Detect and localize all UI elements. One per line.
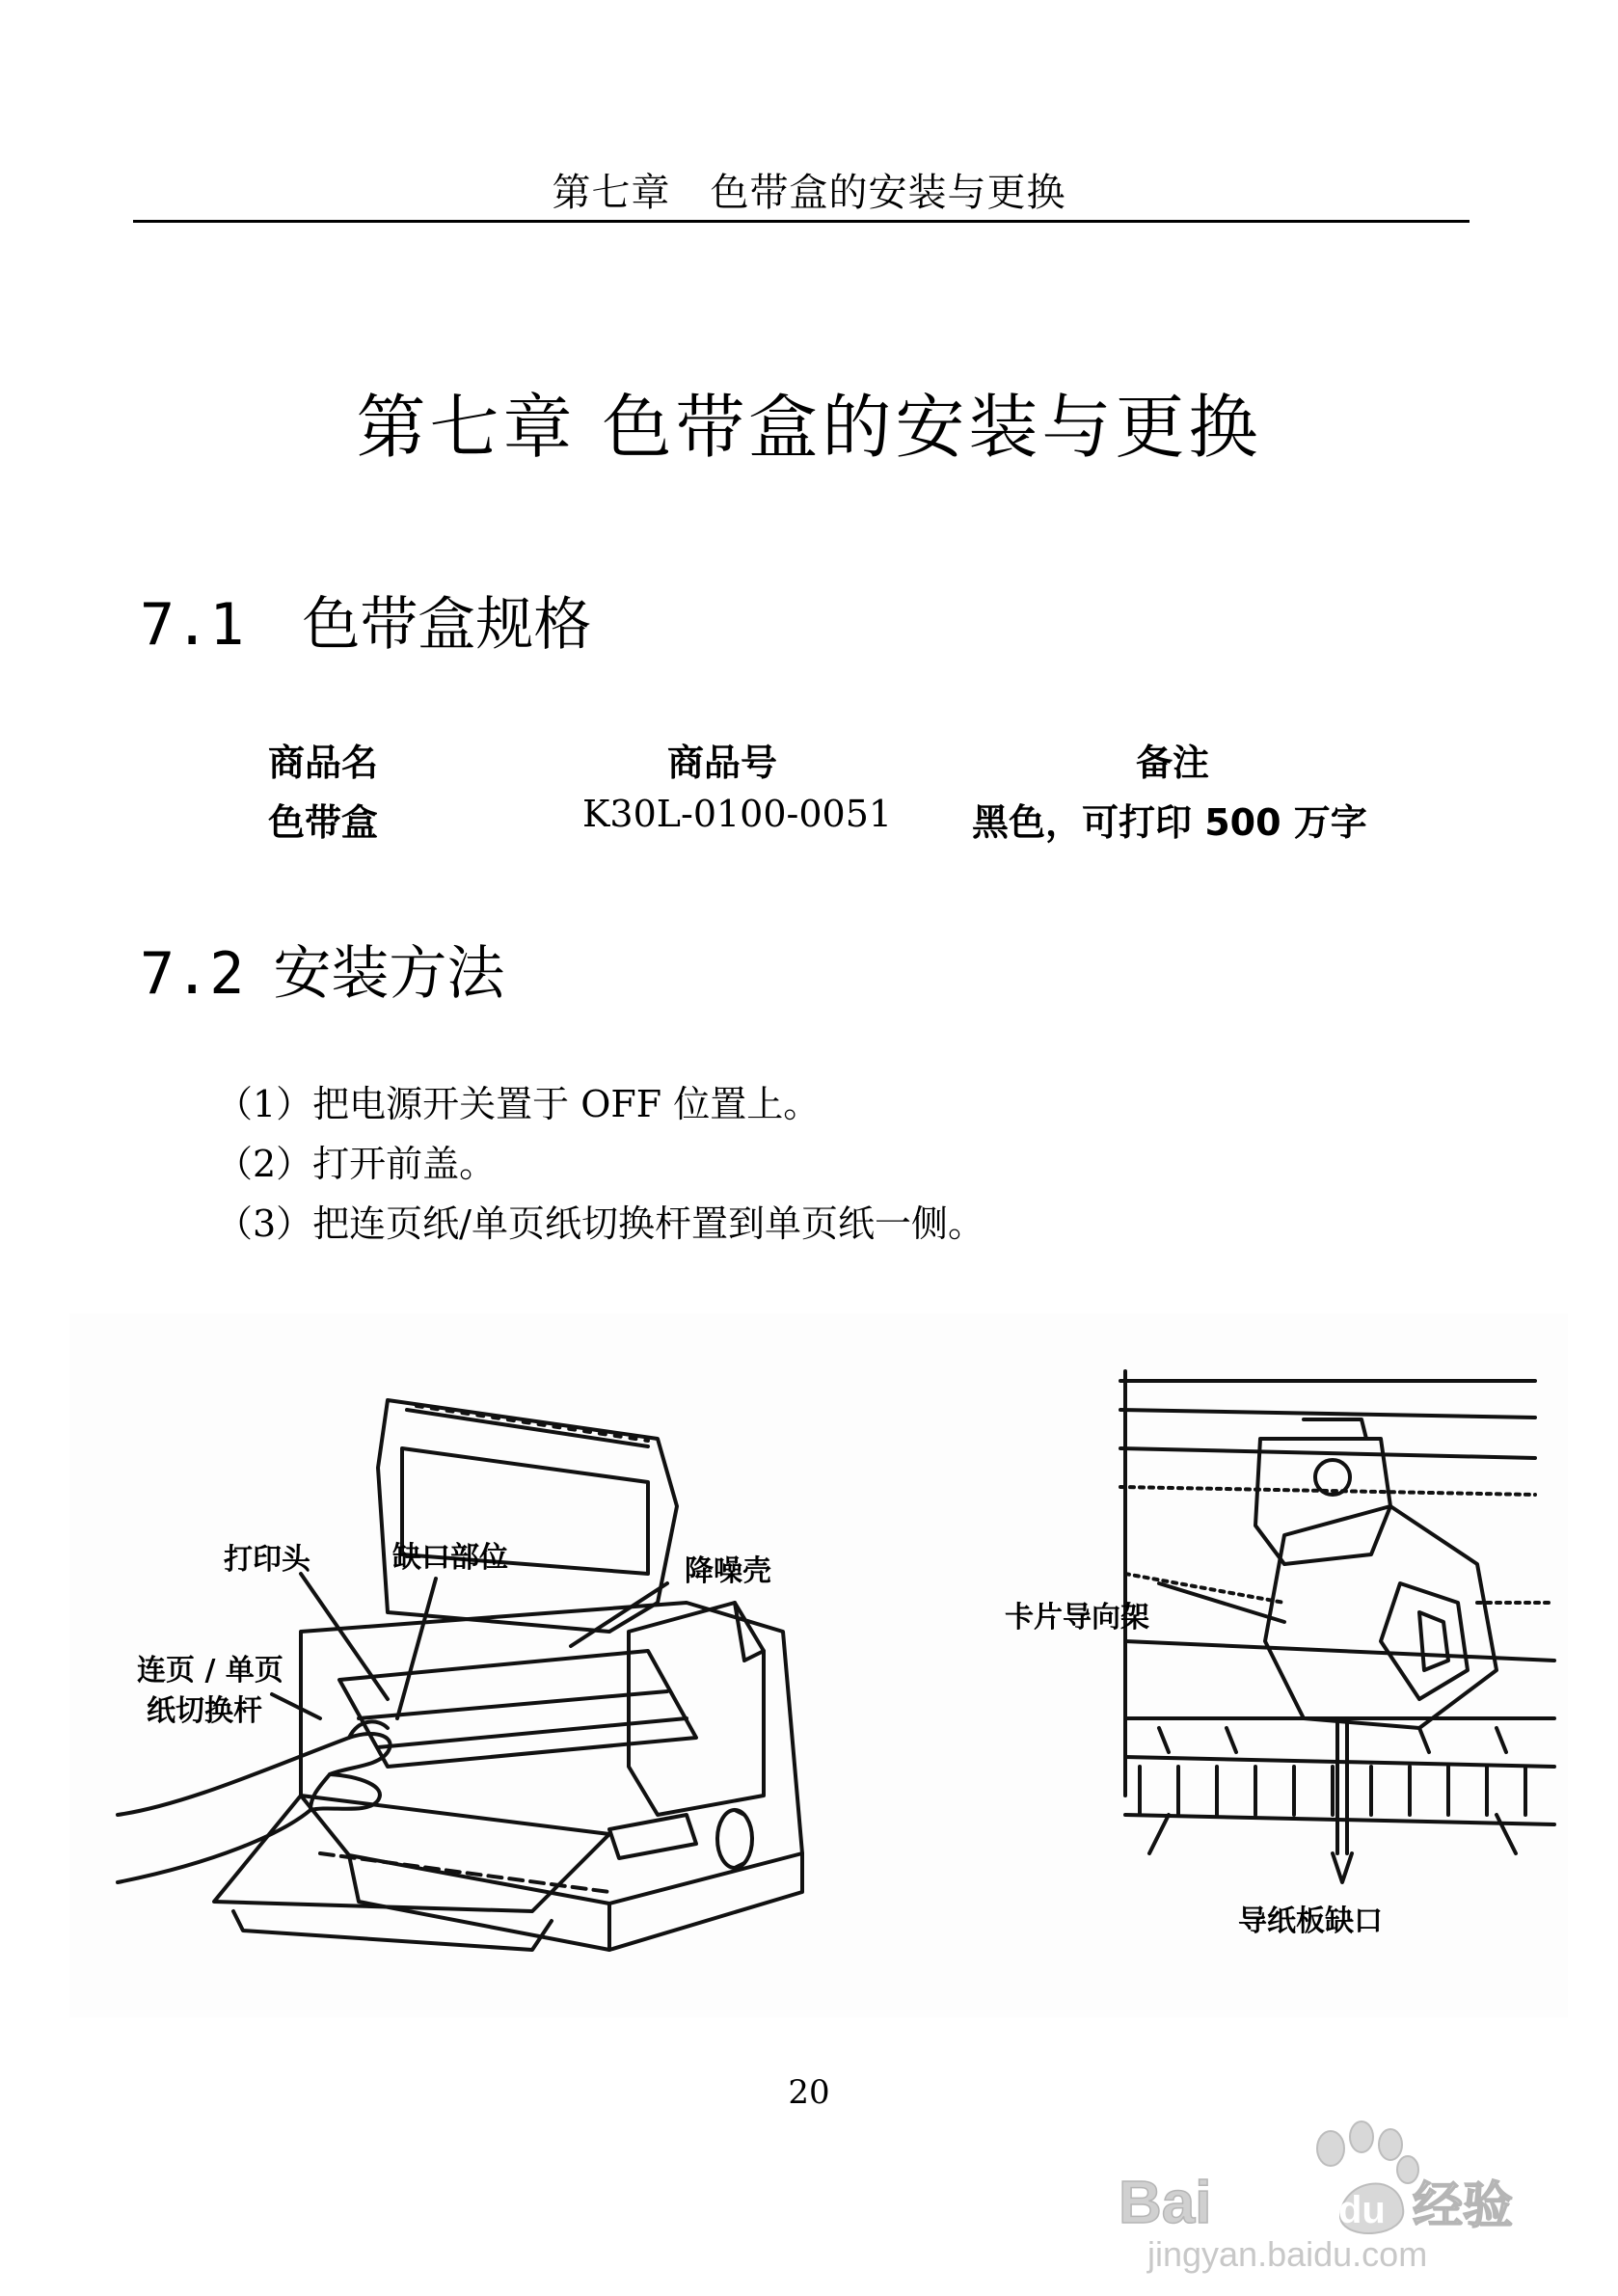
section-7-1-heading [140, 579, 591, 662]
label-notch-position: 缺口部位 [392, 1541, 508, 1575]
table-header-remarks: 备注 [1136, 742, 1210, 784]
label-noise-cover: 降噪壳 [685, 1554, 771, 1588]
watermark-brand: Bai [1119, 2170, 1212, 2236]
table-cell-product-number: K30L-0100-0051 [582, 793, 893, 835]
watermark-url: jingyan.baidu.com [1147, 2234, 1428, 2274]
step-3: （3）把连页纸/单页纸切换杆置到单页纸一侧。 [216, 1202, 984, 1245]
step-1: （1）把电源开关置于 OFF 位置上。 [216, 1083, 821, 1125]
carriage-illustration [879, 1313, 1568, 2017]
header-rule [133, 220, 1470, 223]
watermark-product: 经验 [1413, 2177, 1514, 2235]
table-header-product-name: 商品名 [268, 742, 379, 784]
chapter-title: 第七章 色带盒的安装与更换 [356, 387, 1262, 468]
figure-area [69, 1313, 1568, 2017]
baidu-paw-logo [1109, 2112, 1514, 2276]
step-2: （2）打开前盖。 [216, 1143, 497, 1185]
label-print-head: 打印头 [224, 1543, 310, 1577]
page-number: 20 [788, 2073, 830, 2112]
section-number: 7.1 [140, 591, 245, 659]
baidu-jingyan-watermark [1109, 2112, 1514, 2276]
section-7-2-heading [140, 928, 504, 1011]
label-paper-guide-notch: 导纸板缺口 [1238, 1904, 1383, 1938]
printer-illustration [69, 1313, 879, 2017]
watermark-brand2: du [1338, 2189, 1386, 2231]
section-title: 色带盒规格 [302, 591, 592, 659]
label-lever-line2: 纸切换杆 [147, 1694, 262, 1728]
table-header-product-number: 商品号 [667, 742, 778, 784]
carriage-drawing [879, 1313, 1568, 2017]
running-header: 第七章 色带盒的安装与更换 [552, 171, 1066, 215]
label-lever-line1: 连页 / 单页 [137, 1654, 283, 1688]
section-number: 7.2 [140, 940, 245, 1008]
label-card-guide: 卡片导向架 [1005, 1601, 1149, 1634]
table-cell-product-name: 色带盒 [268, 801, 379, 844]
section-title: 安装方法 [273, 940, 505, 1008]
table-cell-remarks: 黑色，可打印 500 万字 [972, 801, 1367, 844]
